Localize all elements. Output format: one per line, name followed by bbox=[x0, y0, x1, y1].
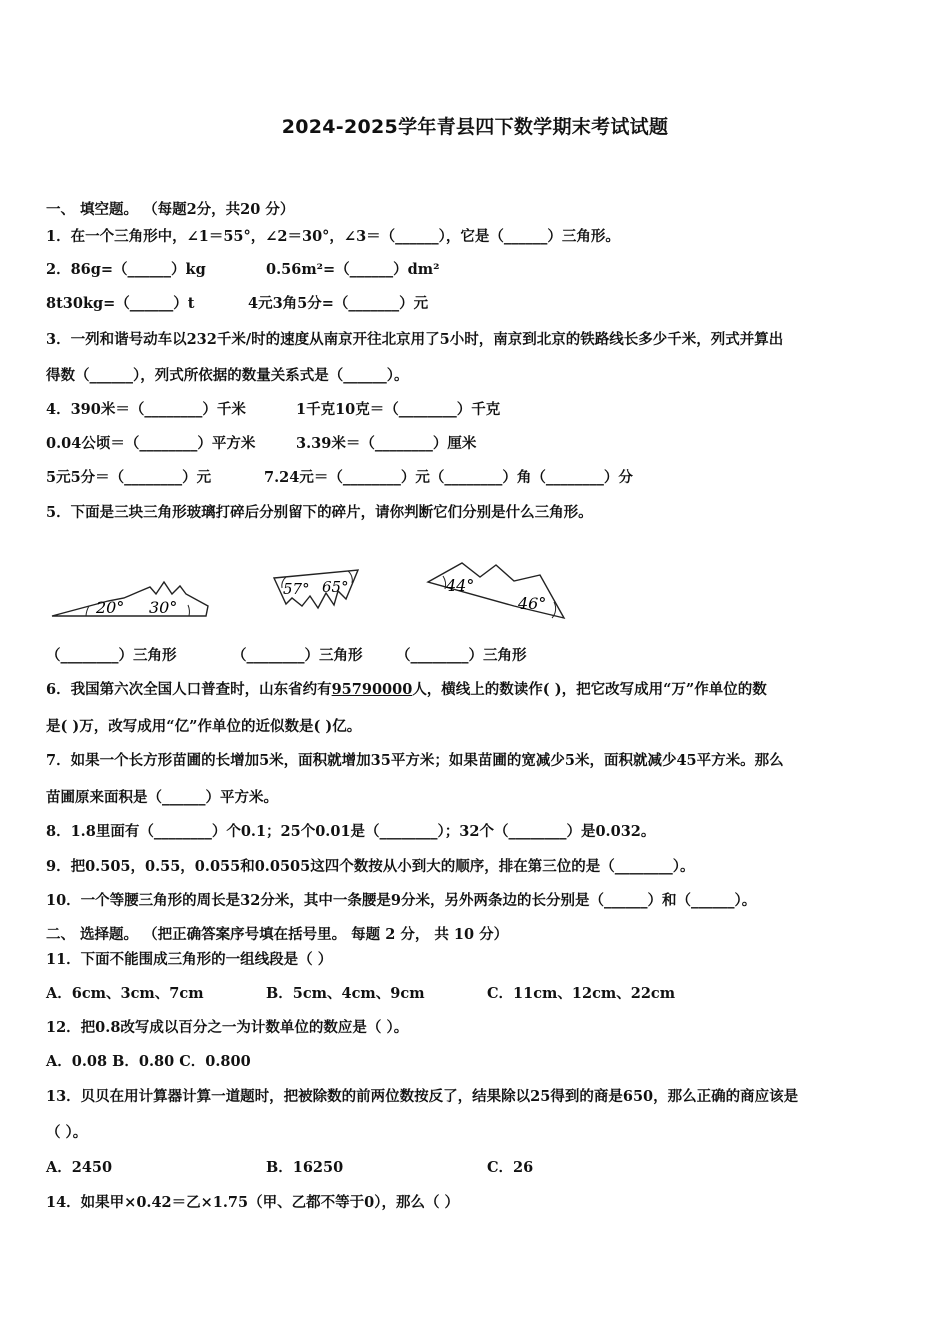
section-1-heading: 一、 填空题。 （每题2分，共20 分） bbox=[46, 201, 295, 218]
question-13-option-c: C．26 bbox=[487, 1159, 534, 1176]
fragment-2-arc-2 bbox=[348, 571, 352, 583]
question-3-line-1: 3．一列和谐号动车以232千米/时的速度从南京开往北京用了5小时，南京到北京的铁路线长多少千米，列式并算出 bbox=[46, 331, 784, 348]
question-6-suffix: 人，横线上的数读作( )，把它改写成用“万”作单位的数 bbox=[412, 681, 767, 698]
fragment-1-angle-1: 20° bbox=[96, 598, 125, 617]
question-4-row-1 bbox=[46, 400, 500, 420]
question-11: 11．下面不能围成三角形的一组线段是（ ） bbox=[46, 951, 333, 968]
fragment-3 bbox=[428, 563, 564, 618]
question-4e: 5元5分＝（________）元 bbox=[46, 469, 212, 486]
question-6-line-2: 是( )万，改写成用“亿”作单位的近似数是( )亿。 bbox=[46, 718, 362, 735]
fragment-3-angle-2: 46° bbox=[518, 594, 547, 613]
question-4b: 1千克10克＝（________）千克 bbox=[296, 401, 501, 418]
question-12-options: A．0.08 B．0.80 C．0.800 bbox=[46, 1053, 251, 1070]
question-8: 8．1.8里面有（________）个0.1；25个0.01是（________）；32个（________）是0.032。 bbox=[46, 823, 656, 840]
question-6-prefix: 6．我国第六次全国人口普查时，山东省约有 bbox=[46, 681, 332, 698]
question-2-row-2 bbox=[46, 294, 428, 314]
question-2a: 2．86g=（______）kg bbox=[46, 261, 206, 278]
question-2c: 8t30kg=（______）t bbox=[46, 295, 195, 312]
fragment-1-angle-2: 30° bbox=[149, 598, 178, 617]
fragment-3-angle-1: 44° bbox=[446, 576, 475, 595]
question-1: 1．在一个三角形中，∠1＝55°，∠2＝30°，∠3＝（______），它是（______）三角形。 bbox=[46, 228, 620, 245]
question-5: 5．下面是三块三角形玻璃打碎后分别留下的碎片，请你判断它们分别是什么三角形。 bbox=[46, 504, 593, 521]
fragment-1 bbox=[52, 582, 208, 617]
page-title: 2024-2025学年青县四下数学期末考试试题 bbox=[281, 116, 669, 138]
fragment-2 bbox=[274, 570, 358, 608]
question-2d: 4元3角5分=（_______）元 bbox=[248, 295, 429, 312]
question-4f: 7.24元＝（________）元（________）角（________）分 bbox=[264, 469, 633, 486]
question-13-options bbox=[46, 1158, 533, 1178]
question-5-answer-3: （________）三角形 bbox=[396, 647, 527, 664]
question-13-line-1: 13．贝贝在用计算器计算一道题时，把被除数的前两位数按反了，结果除以25得到的商是650，那么正确的商应该是 bbox=[46, 1088, 799, 1105]
question-2-row-1 bbox=[46, 260, 440, 280]
question-6-line-1 bbox=[46, 680, 767, 700]
question-5-answer-1: （________）三角形 bbox=[46, 647, 177, 664]
fragment-1-arc-1 bbox=[86, 606, 89, 616]
question-4-row-3 bbox=[46, 468, 633, 488]
question-4-row-2 bbox=[46, 434, 476, 454]
question-5-answers bbox=[46, 646, 527, 666]
question-3-line-2: 得数（______），列式所依据的数量关系式是（______）。 bbox=[46, 367, 409, 384]
fragment-1-shape bbox=[52, 582, 208, 616]
question-11-option-c: C．11cm、12cm、22cm bbox=[487, 985, 676, 1002]
question-4d: 3.39米＝（________）厘米 bbox=[296, 435, 477, 452]
question-2b: 0.56m²=（______）dm² bbox=[266, 261, 440, 278]
fragment-2-angle-1: 57° bbox=[283, 580, 310, 598]
question-9: 9．把0.505，0.55，0.055和0.0505这四个数按从小到大的顺序，排在第三位的是（________）。 bbox=[46, 858, 695, 875]
question-11-option-a: A．6cm、3cm、7cm bbox=[46, 985, 204, 1002]
question-10: 10．一个等腰三角形的周长是32分米，其中一条腰是9分米，另外两条边的长分别是（______）和（______）。 bbox=[46, 892, 757, 909]
question-7-line-2: 苗圃原来面积是（______）平方米。 bbox=[46, 789, 278, 806]
question-4c: 0.04公顷＝（________）平方米 bbox=[46, 435, 256, 452]
question-14: 14．如果甲×0.42＝乙×1.75（甲、乙都不等于0），那么（ ） bbox=[46, 1194, 459, 1211]
question-11-option-b: B．5cm、4cm、9cm bbox=[266, 985, 425, 1002]
glass-fragments-figure bbox=[46, 555, 646, 625]
fragment-2-angle-2: 65° bbox=[322, 578, 349, 596]
question-5-answer-2: （________）三角形 bbox=[232, 647, 363, 664]
question-13-line-2: （ ）。 bbox=[46, 1124, 88, 1141]
question-7-line-1: 7．如果一个长方形苗圃的长增加5米，面积就增加35平方米；如果苗圃的宽减少5米，面积就减少45平方米。那么 bbox=[46, 752, 784, 769]
fragment-1-arc-2 bbox=[188, 605, 189, 616]
question-6-number: 95790000 bbox=[331, 681, 413, 698]
question-11-options bbox=[46, 984, 675, 1004]
question-4a: 4．390米＝（________）千米 bbox=[46, 401, 246, 418]
question-13-option-a: A．2450 bbox=[46, 1159, 113, 1176]
section-2-heading: 二、 选择题。 （把正确答案序号填在括号里。 每题 2 分， 共 10 分） bbox=[46, 926, 509, 943]
question-12: 12．把0.8改写成以百分之一为计数单位的数应是（ ）。 bbox=[46, 1019, 409, 1036]
question-13-option-b: B．16250 bbox=[266, 1159, 344, 1176]
